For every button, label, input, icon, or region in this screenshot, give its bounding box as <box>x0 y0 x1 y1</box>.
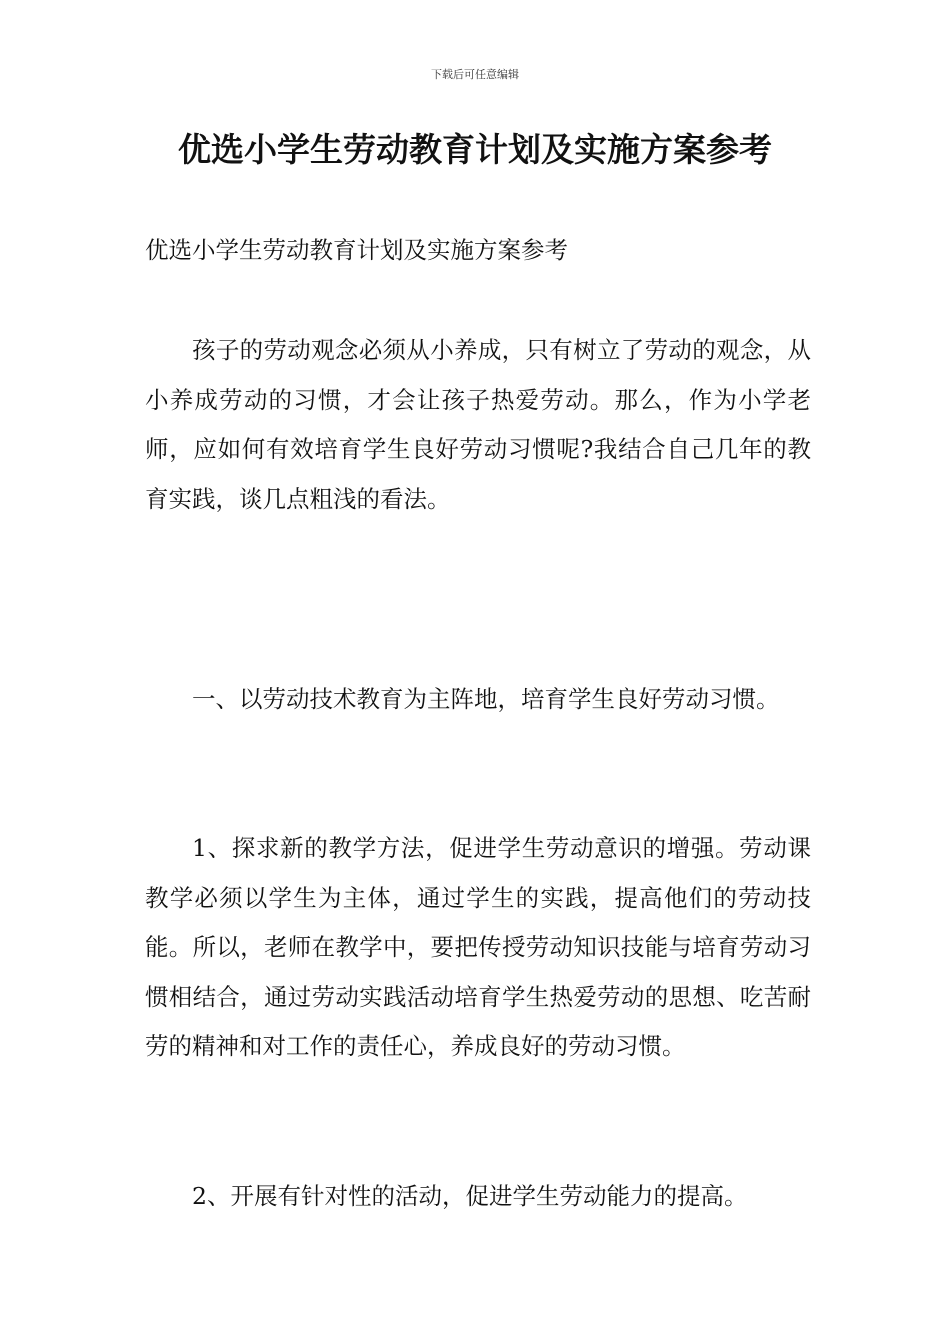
document-subtitle: 优选小学生劳动教育计划及实施方案参考 <box>145 236 568 264</box>
header-note: 下载后可任意编辑 <box>431 68 519 81</box>
paragraph-item-1: 1、探求新的教学方法，促进学生劳动意识的增强。劳动课教学必须以学生为主体，通过学生的实践，提高他们的劳动技能。所以，老师在教学中，要把传授劳动知识技能与培育劳动习惯相结合，通过劳动实践活动培育学生热爱劳动的思想、吃苦耐劳的精神和对工作的责任心，养成良好的劳动习惯。 <box>145 834 811 1060</box>
paragraph-item-2: 2、开展有针对性的活动，促进学生劳动能力的提高。 <box>192 1182 748 1210</box>
paragraph-intro: 孩子的劳动观念必须从小养成，只有树立了劳动的观念，从小养成劳动的习惯，才会让孩子热爱劳动。那么，作为小学老师，应如何有效培育学生良好劳动习惯呢?我结合自己几年的教育实践，谈几点粗浅的看法。 <box>145 336 811 513</box>
document-title: 优选小学生劳动教育计划及实施方案参考 <box>178 130 772 169</box>
paragraph-section-heading: 一、以劳动技术教育为主阵地，培育学生良好劳动习惯。 <box>192 685 780 713</box>
